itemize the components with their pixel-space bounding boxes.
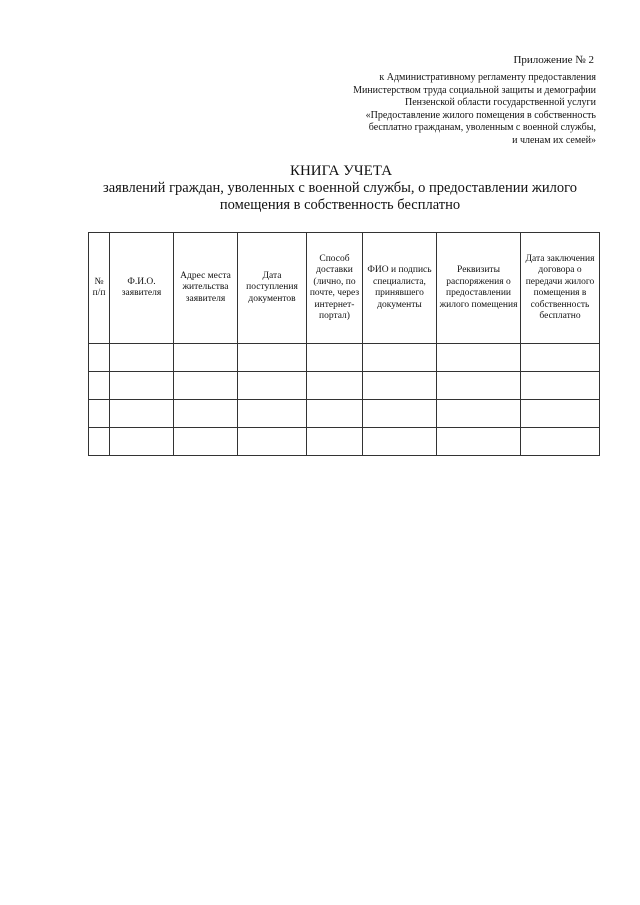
table-row: [89, 344, 600, 372]
table-cell: [307, 428, 363, 456]
column-header-address: Адрес места жительства заявителя: [174, 233, 238, 344]
table-row: [89, 372, 600, 400]
table-cell: [363, 344, 437, 372]
document-subtitle: [40, 180, 640, 214]
table-cell: [238, 428, 307, 456]
table-cell: [174, 372, 238, 400]
table-cell: [89, 372, 110, 400]
table-cell: [307, 400, 363, 428]
table-cell: [89, 344, 110, 372]
table-cell: [363, 428, 437, 456]
table-cell: [307, 372, 363, 400]
table-cell: [238, 372, 307, 400]
table-cell: [238, 400, 307, 428]
table-cell: [110, 400, 174, 428]
table-cell: [437, 400, 521, 428]
table-cell: [363, 400, 437, 428]
table-cell: [174, 428, 238, 456]
table-cell: [110, 428, 174, 456]
table-cell: [521, 400, 600, 428]
table-cell: [89, 400, 110, 428]
table-row: [89, 400, 600, 428]
table-row: [89, 428, 600, 456]
table-cell: [521, 372, 600, 400]
column-header-number: № п/п: [89, 233, 110, 344]
appendix-line: Пензенской области государственной услуги: [405, 97, 596, 108]
registration-table: [88, 232, 600, 456]
column-header-receipt-date: Дата поступления документов: [238, 233, 307, 344]
table-cell: [89, 428, 110, 456]
table-cell: [110, 372, 174, 400]
table-cell: [521, 344, 600, 372]
table-cell: [307, 344, 363, 372]
column-header-specialist: ФИО и подпись специалиста, принявшего документы: [363, 233, 437, 344]
table-cell: [521, 428, 600, 456]
appendix-line: бесплатно гражданам, уволенным с военной службы,: [368, 122, 596, 133]
subtitle-line: помещения в собственность бесплатно: [219, 197, 461, 213]
appendix-line: «Предоставление жилого помещения в собственность: [365, 109, 596, 121]
table-cell: [437, 372, 521, 400]
appendix-line: к Административному регламенту предоставления: [379, 72, 596, 83]
column-header-order-details: Реквизиты распоряжения о предоставлении жилого помещения: [437, 233, 521, 344]
subtitle-line: заявлений граждан, уволенных с военной службы, о предоставлении жилого: [103, 180, 577, 196]
appendix-line: Министерством труда социальной защиты и демографии: [353, 84, 596, 96]
appendix-reference: [296, 72, 596, 147]
table-cell: [174, 344, 238, 372]
column-header-applicant-name: Ф.И.О. заявителя: [110, 233, 174, 344]
document-title: КНИГА УЧЕТА: [289, 163, 393, 179]
table-cell: [363, 372, 437, 400]
table-cell: [238, 344, 307, 372]
table-cell: [437, 428, 521, 456]
table-cell: [110, 344, 174, 372]
table-cell: [174, 400, 238, 428]
appendix-number: Приложение № 2: [513, 54, 594, 66]
column-header-contract-date: Дата заключения договора о передачи жилого помещения в собственность бесплатно: [521, 233, 600, 344]
table-cell: [437, 344, 521, 372]
table-header-row: [89, 233, 600, 344]
appendix-line: и членам их семей»: [512, 134, 596, 146]
column-header-delivery-method: Способ доставки (лично, по почте, через интернет-портал): [307, 233, 363, 344]
